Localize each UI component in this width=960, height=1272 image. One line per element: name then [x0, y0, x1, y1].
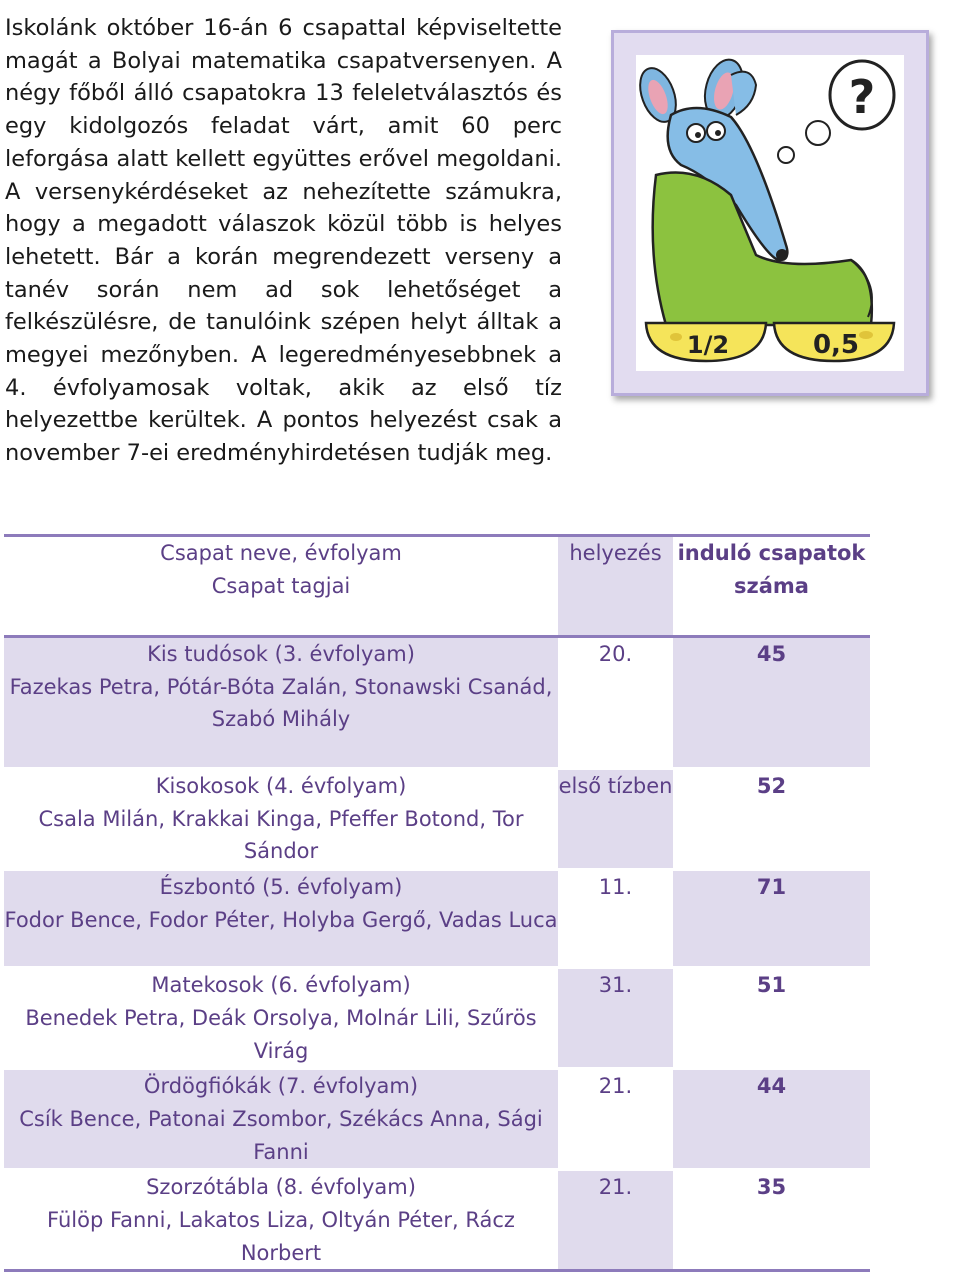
teams-count-cell: 35	[756, 1175, 787, 1200]
place-cell: 21.	[558, 1170, 673, 1271]
cheese-right-label: 0,5	[812, 330, 860, 360]
header-place: helyezés	[558, 536, 673, 637]
team-name: Kis tudósok (3. évfolyam)	[147, 642, 415, 666]
results-table	[4, 534, 870, 1272]
thought-dot-medium	[778, 147, 794, 163]
table-row	[4, 637, 870, 769]
teams-count-cell: 51	[756, 973, 787, 998]
team-name: Matekosok (6. évfolyam)	[151, 973, 411, 998]
team-members: Fodor Bence, Fodor Péter, Holyba Gergő, Vadas Luca	[4, 907, 558, 932]
team-cell	[4, 968, 558, 1069]
question-mark: ?	[848, 70, 876, 124]
team-members: Csala Milán, Krakkai Kinga, Pfeffer Botond, Tor Sándor	[38, 806, 524, 864]
teams-count-cell: 45	[673, 637, 870, 769]
table-row	[4, 769, 870, 870]
table-row	[4, 1170, 870, 1271]
mouse-pupil-right	[715, 130, 721, 136]
table-row	[4, 870, 870, 968]
mouse-pupil-left	[695, 132, 701, 138]
header-team-line2: Csapat tagjai	[211, 573, 351, 598]
team-name: Kisokosok (4. évfolyam)	[155, 774, 407, 798]
header-teams-count: induló csapatok száma	[677, 541, 866, 598]
place-cell: első tízben	[558, 769, 673, 870]
header-team-line1: Csapat neve, évfolyam	[160, 541, 402, 565]
mouse-cheese-illustration	[636, 55, 904, 371]
thought-dot-large	[806, 121, 830, 145]
team-name: Észbontó (5. évfolyam)	[159, 875, 403, 900]
place-cell: 11.	[558, 870, 673, 968]
table-row	[4, 968, 870, 1069]
header-team	[4, 536, 558, 637]
team-members: Fülöp Fanni, Lakatos Liza, Oltyán Péter, Rácz Norbert	[47, 1208, 515, 1265]
team-name: Ördögfiókák (7. évfolyam)	[143, 1074, 419, 1099]
table-row	[4, 1069, 870, 1170]
teams-count-cell: 44	[673, 1069, 870, 1170]
intro-text-block	[5, 12, 562, 470]
table-header-row	[4, 536, 870, 637]
team-cell	[4, 637, 558, 769]
teams-count-cell: 52	[756, 774, 787, 798]
team-members: Fazekas Petra, Pótár-Bóta Zalán, Stonawski Csanád, Szabó Mihály	[9, 674, 553, 732]
team-cell	[4, 1069, 558, 1170]
team-members: Benedek Petra, Deák Orsolya, Molnár Lili, Szűrös Virág	[25, 1005, 537, 1063]
place-cell: 31.	[558, 968, 673, 1069]
illustration-frame	[611, 30, 929, 396]
mouse-nose	[776, 249, 788, 261]
teams-count-cell: 71	[673, 870, 870, 968]
intro-paragraph: Iskolánk október 16-án 6 csapattal képviseltette magát a Bolyai matematika csapatversenyen. A négy főből álló csapatokra 13 feleletválasztós és egy kidolgozós feladat várt, amit 60 perc leforgása alatt kellett együttes erővel megoldani. A versenykérdéseket az nehezítette számukra, hogy a megadott válaszok közül több is helyes lehetett. Bár a korán megrendezett verseny a tanév során nem ad sok lehetőséget a felkészülésre, de tanulóink szépen helyt álltak a megyei mezőnyben. A legeredményesebbnek a 4. évfolyamosak voltak, akik az első tíz helyezettbe kerültek. A pontos helyezést csak a november 7-ei eredményhirdetésen tudják meg.	[5, 15, 562, 467]
place-cell: 20.	[558, 637, 673, 769]
mouse-drawing	[636, 55, 904, 371]
team-cell	[4, 769, 558, 870]
cheese-left-label: 1/2	[686, 331, 730, 359]
team-name: Szorzótábla (8. évfolyam)	[146, 1175, 416, 1200]
cheese-hole	[670, 333, 682, 341]
team-cell	[4, 1170, 558, 1271]
team-cell	[4, 870, 558, 968]
cheese-hole	[859, 331, 873, 339]
place-cell: 21.	[558, 1069, 673, 1170]
team-members: Csík Bence, Patonai Zsombor, Székács Anna, Sági Fanni	[19, 1106, 543, 1164]
